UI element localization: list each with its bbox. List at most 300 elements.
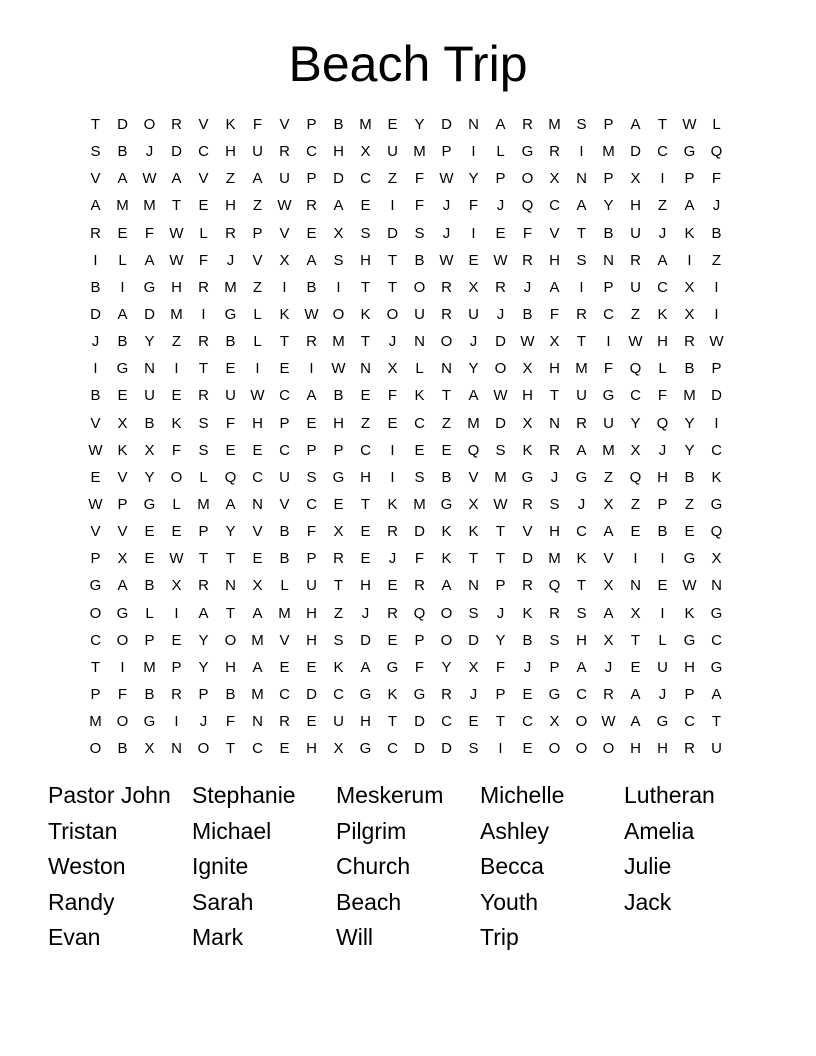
grid-letter: A <box>225 496 236 514</box>
grid-letter: R <box>279 713 290 731</box>
grid-letter: I <box>336 278 341 296</box>
grid-letter: X <box>468 278 479 296</box>
grid-letter: B <box>117 333 128 351</box>
grid-row <box>82 274 730 301</box>
grid-letter: S <box>468 740 479 758</box>
grid-letter: O <box>575 713 588 731</box>
grid-letter: L <box>658 360 667 378</box>
grid-letter: P <box>117 496 128 514</box>
grid-letter: T <box>711 713 722 731</box>
grid-letter: M <box>413 496 426 514</box>
grid-letter: K <box>657 306 668 324</box>
grid-letter: B <box>225 333 236 351</box>
grid-letter: P <box>171 658 182 676</box>
grid-letter: R <box>441 306 452 324</box>
grid-letter: P <box>306 170 317 188</box>
grid-row <box>82 708 730 735</box>
grid-letter: C <box>576 523 587 541</box>
grid-letter: E <box>90 468 101 486</box>
grid-letter: M <box>602 441 615 459</box>
grid-letter: Y <box>468 360 479 378</box>
grid-letter: R <box>171 116 182 134</box>
grid-letter: S <box>360 224 371 242</box>
grid-letter: C <box>306 143 317 161</box>
grid-letter: T <box>225 740 236 758</box>
grid-letter: T <box>387 251 398 269</box>
grid-letter: J <box>361 604 370 622</box>
grid-letter: B <box>90 387 101 405</box>
grid-letter: A <box>603 523 614 541</box>
grid-letter: T <box>333 577 344 595</box>
grid-letter: E <box>360 523 371 541</box>
word-list-item: Will <box>336 924 374 951</box>
grid-letter: W <box>169 251 184 269</box>
grid-letter: J <box>91 333 100 351</box>
grid-letter: W <box>493 496 508 514</box>
grid-letter: E <box>360 387 371 405</box>
grid-letter: R <box>414 577 425 595</box>
grid-letter: S <box>198 441 209 459</box>
grid-letter: M <box>251 631 264 649</box>
grid-letter: R <box>522 496 533 514</box>
grid-letter: J <box>388 333 397 351</box>
grid-letter: B <box>414 251 425 269</box>
word-list-item: Trip <box>480 924 519 951</box>
grid-letter: T <box>576 224 587 242</box>
grid-letter: T <box>90 116 101 134</box>
grid-letter: E <box>171 387 182 405</box>
grid-letter: B <box>279 550 290 568</box>
grid-letter: M <box>602 143 615 161</box>
grid-letter: X <box>117 414 128 432</box>
grid-letter: N <box>252 713 263 731</box>
grid-letter: H <box>306 740 317 758</box>
grid-letter: E <box>198 197 209 215</box>
grid-letter: H <box>360 251 371 269</box>
grid-letter: S <box>333 251 344 269</box>
grid-letter: Z <box>252 278 263 296</box>
grid-letter: U <box>333 713 344 731</box>
grid-letter: T <box>495 550 506 568</box>
grid-letter: W <box>169 550 184 568</box>
grid-letter: J <box>658 224 667 242</box>
grid-letter: U <box>711 740 722 758</box>
grid-letter: X <box>630 170 641 188</box>
grid-letter: F <box>387 387 398 405</box>
grid-letter: K <box>441 523 452 541</box>
grid-letter: G <box>710 496 723 514</box>
grid-letter: V <box>90 523 101 541</box>
grid-letter: S <box>414 224 425 242</box>
grid-letter: Q <box>656 414 669 432</box>
grid-letter: G <box>710 658 723 676</box>
grid-letter: S <box>576 604 587 622</box>
grid-letter: E <box>171 631 182 649</box>
grid-letter: G <box>683 550 696 568</box>
grid-letter: M <box>224 278 237 296</box>
grid-letter: F <box>414 197 425 215</box>
grid-letter: G <box>116 360 129 378</box>
grid-letter: Q <box>548 577 561 595</box>
grid-letter: C <box>252 468 263 486</box>
grid-letter: X <box>522 414 533 432</box>
grid-letter: I <box>471 143 476 161</box>
grid-letter: S <box>576 116 587 134</box>
grid-letter: R <box>630 251 641 269</box>
grid-letter: G <box>548 686 561 704</box>
grid-letter: T <box>360 278 371 296</box>
grid-letter: K <box>711 468 722 486</box>
grid-letter: V <box>252 251 263 269</box>
grid-letter: W <box>331 360 346 378</box>
grid-letter: J <box>523 278 532 296</box>
grid-letter: R <box>279 143 290 161</box>
grid-letter: R <box>576 414 587 432</box>
grid-letter: Z <box>657 197 668 215</box>
grid-letter: T <box>387 713 398 731</box>
grid-letter: X <box>333 523 344 541</box>
grid-letter: H <box>360 468 371 486</box>
grid-letter: O <box>332 306 345 324</box>
word-list-item: Pastor John <box>48 782 171 808</box>
grid-letter: T <box>495 523 506 541</box>
grid-letter: H <box>333 143 344 161</box>
grid-letter: E <box>387 414 398 432</box>
grid-letter: W <box>682 116 697 134</box>
grid-letter: K <box>279 306 290 324</box>
word-list-item: Michael <box>192 817 272 844</box>
grid-letter: P <box>684 170 695 188</box>
grid-letter: C <box>414 414 425 432</box>
grid-letter: P <box>684 686 695 704</box>
word-list-item: Stephanie <box>192 782 296 808</box>
grid-letter: X <box>711 550 722 568</box>
grid-letter: I <box>93 360 98 378</box>
grid-letter: I <box>201 306 206 324</box>
grid-letter: I <box>714 278 719 296</box>
grid-letter: X <box>333 224 344 242</box>
grid-letter: U <box>306 577 317 595</box>
grid-letter: D <box>117 116 128 134</box>
grid-letter: A <box>549 278 560 296</box>
grid-letter: B <box>225 686 236 704</box>
grid-letter: K <box>468 523 479 541</box>
grid-letter: B <box>117 143 128 161</box>
grid-letter: X <box>333 740 344 758</box>
grid-letter: G <box>656 713 669 731</box>
grid-letter: R <box>198 278 209 296</box>
grid-letter: U <box>225 387 236 405</box>
grid-letter: H <box>657 740 668 758</box>
grid-letter: R <box>522 116 533 134</box>
grid-letter: E <box>360 550 371 568</box>
grid-letter: Z <box>684 496 695 514</box>
grid-letter: T <box>360 496 371 514</box>
grid-letter: C <box>387 740 398 758</box>
grid-letter: Z <box>441 414 452 432</box>
grid-letter: N <box>171 740 182 758</box>
grid-letter: B <box>144 686 155 704</box>
grid-letter: Y <box>603 197 614 215</box>
grid-letter: A <box>603 604 614 622</box>
grid-letter: W <box>439 170 454 188</box>
grid-letter: D <box>144 306 155 324</box>
grid-letter: D <box>468 631 479 649</box>
grid-letter: D <box>360 631 371 649</box>
grid-letter: P <box>603 116 614 134</box>
grid-letter: K <box>684 224 695 242</box>
grid-letter: J <box>496 306 505 324</box>
grid-letter: H <box>549 251 560 269</box>
grid-letter: D <box>387 224 398 242</box>
grid-letter: U <box>279 468 290 486</box>
word-list-item: Church <box>336 853 411 880</box>
grid-letter: X <box>630 604 641 622</box>
grid-letter: L <box>199 224 208 242</box>
grid-letter: L <box>712 116 721 134</box>
grid-letter: U <box>387 143 398 161</box>
grid-letter: L <box>253 333 262 351</box>
grid-letter: U <box>468 306 479 324</box>
page-title: Beach Trip <box>288 36 528 92</box>
grid-letter: H <box>225 197 236 215</box>
grid-letter: O <box>143 116 156 134</box>
grid-letter: F <box>225 713 236 731</box>
grid-letter: C <box>279 686 290 704</box>
grid-letter: N <box>225 577 236 595</box>
grid-letter: C <box>90 631 101 649</box>
grid-letter: I <box>714 414 719 432</box>
grid-letter: O <box>224 631 237 649</box>
grid-letter: H <box>225 658 236 676</box>
grid-letter: G <box>683 631 696 649</box>
grid-letter: M <box>143 197 156 215</box>
grid-letter: P <box>306 550 317 568</box>
grid-letter: C <box>360 441 371 459</box>
grid-letter: F <box>468 197 479 215</box>
grid-letter: J <box>658 441 667 459</box>
grid-letter: N <box>360 360 371 378</box>
grid-letter: O <box>386 306 399 324</box>
grid-letter: Y <box>144 468 155 486</box>
grid-letter: P <box>198 686 209 704</box>
grid-letter: H <box>333 414 344 432</box>
grid-letter: G <box>575 468 588 486</box>
grid-row <box>82 600 730 627</box>
grid-letter: R <box>171 686 182 704</box>
grid-letter: E <box>279 740 290 758</box>
grid-letter: K <box>522 604 533 622</box>
grid-letter: H <box>549 360 560 378</box>
grid-letter: I <box>390 441 395 459</box>
grid-letter: M <box>332 333 345 351</box>
grid-letter: W <box>304 306 319 324</box>
grid-letter: E <box>630 658 641 676</box>
grid-letter: D <box>306 686 317 704</box>
grid-letter: H <box>549 523 560 541</box>
grid-letter: R <box>549 441 560 459</box>
grid-letter: A <box>333 197 344 215</box>
grid-letter: W <box>142 170 157 188</box>
grid-letter: Y <box>144 333 155 351</box>
grid-letter: S <box>549 496 560 514</box>
grid-letter: R <box>495 278 506 296</box>
grid-letter: G <box>521 143 534 161</box>
grid-letter: X <box>549 170 560 188</box>
word-list-item: Amelia <box>624 817 695 844</box>
grid-letter: C <box>684 713 695 731</box>
grid-letter: X <box>387 360 398 378</box>
grid-letter: I <box>390 197 395 215</box>
word-list-item: Sarah <box>192 888 254 915</box>
grid-letter: A <box>711 686 722 704</box>
grid-letter: G <box>386 658 399 676</box>
grid-letter: F <box>495 658 506 676</box>
grid-row <box>82 220 730 247</box>
grid-letter: M <box>197 496 210 514</box>
grid-letter: I <box>714 306 719 324</box>
grid-letter: K <box>333 658 344 676</box>
grid-letter: M <box>116 197 129 215</box>
grid-letter: E <box>657 577 668 595</box>
grid-letter: W <box>88 496 103 514</box>
grid-letter: R <box>684 333 695 351</box>
grid-letter: S <box>495 441 506 459</box>
grid-letter: J <box>199 713 208 731</box>
grid-letter: J <box>496 604 505 622</box>
grid-letter: V <box>117 468 128 486</box>
grid-letter: G <box>440 496 453 514</box>
grid-letter: Z <box>711 251 722 269</box>
grid-row <box>82 410 730 437</box>
grid-letter: C <box>657 278 668 296</box>
grid-letter: E <box>306 414 317 432</box>
grid-letter: C <box>279 387 290 405</box>
grid-letter: P <box>90 550 101 568</box>
grid-letter: F <box>522 224 533 242</box>
grid-letter: E <box>306 713 317 731</box>
grid-letter: A <box>684 197 695 215</box>
grid-letter: L <box>145 604 154 622</box>
grid-letter: L <box>658 631 667 649</box>
grid-letter: O <box>89 740 102 758</box>
grid-letter: A <box>657 251 668 269</box>
grid-letter: I <box>255 360 260 378</box>
grid-letter: R <box>387 523 398 541</box>
grid-letter: G <box>521 468 534 486</box>
grid-letter: T <box>576 333 587 351</box>
grid-letter: A <box>252 658 263 676</box>
word-list-item: Ashley <box>480 817 550 844</box>
grid-letter: I <box>309 360 314 378</box>
grid-letter: E <box>630 523 641 541</box>
grid-row <box>82 572 730 599</box>
grid-letter: R <box>549 143 560 161</box>
grid-letter: J <box>523 658 532 676</box>
grid-letter: S <box>549 631 560 649</box>
grid-letter: J <box>226 251 235 269</box>
grid-letter: T <box>495 713 506 731</box>
grid-letter: I <box>174 360 179 378</box>
grid-letter: Y <box>198 658 209 676</box>
grid-letter: T <box>360 333 371 351</box>
grid-letter: X <box>468 658 479 676</box>
grid-letter: O <box>602 740 615 758</box>
grid-letter: T <box>90 658 101 676</box>
grid-letter: E <box>522 686 533 704</box>
grid-letter: D <box>441 740 452 758</box>
grid-letter: Z <box>171 333 182 351</box>
grid-letter: F <box>306 523 317 541</box>
grid-letter: J <box>469 333 478 351</box>
grid-letter: M <box>278 604 291 622</box>
grid-letter: E <box>306 224 317 242</box>
grid-letter: W <box>601 713 616 731</box>
grid-letter: N <box>549 414 560 432</box>
word-list-item: Evan <box>48 924 101 951</box>
grid-letter: T <box>441 387 452 405</box>
grid-letter: R <box>306 333 317 351</box>
grid-letter: K <box>414 387 425 405</box>
grid-letter: N <box>603 251 614 269</box>
grid-letter: P <box>252 224 263 242</box>
grid-letter: O <box>89 604 102 622</box>
grid-letter: I <box>282 278 287 296</box>
grid-letter: A <box>495 116 506 134</box>
grid-letter: C <box>279 441 290 459</box>
grid-letter: M <box>413 143 426 161</box>
word-list-item: Michelle <box>480 782 565 808</box>
grid-letter: R <box>198 577 209 595</box>
grid-letter: R <box>576 306 587 324</box>
grid-row <box>82 627 730 654</box>
grid-letter: G <box>359 740 372 758</box>
word-list-item: Julie <box>624 853 672 880</box>
grid-letter: Z <box>630 306 641 324</box>
grid-letter: F <box>711 170 722 188</box>
grid-row <box>82 654 730 681</box>
grid-letter: B <box>90 278 101 296</box>
grid-letter: E <box>144 550 155 568</box>
grid-letter: E <box>225 441 236 459</box>
grid-letter: C <box>198 143 209 161</box>
grid-letter: M <box>548 550 561 568</box>
grid-letter: E <box>414 441 425 459</box>
grid-letter: L <box>118 251 127 269</box>
grid-letter: G <box>143 713 156 731</box>
grid-letter: I <box>174 604 179 622</box>
grid-letter: C <box>252 740 263 758</box>
grid-letter: N <box>441 360 452 378</box>
grid-letter: O <box>440 631 453 649</box>
grid-letter: I <box>660 604 665 622</box>
grid-letter: W <box>169 224 184 242</box>
grid-row <box>82 301 730 328</box>
grid-letter: X <box>252 577 263 595</box>
grid-letter: T <box>387 278 398 296</box>
grid-letter: E <box>117 387 128 405</box>
grid-letter: E <box>279 360 290 378</box>
grid-letter: Q <box>467 441 480 459</box>
grid-letter: B <box>441 468 452 486</box>
grid-letter: P <box>414 631 425 649</box>
grid-letter: P <box>279 414 290 432</box>
grid-letter: N <box>711 577 722 595</box>
grid-letter: R <box>441 278 452 296</box>
word-list-item: Becca <box>480 853 544 880</box>
grid-row <box>82 165 730 192</box>
grid-letter: J <box>496 197 505 215</box>
